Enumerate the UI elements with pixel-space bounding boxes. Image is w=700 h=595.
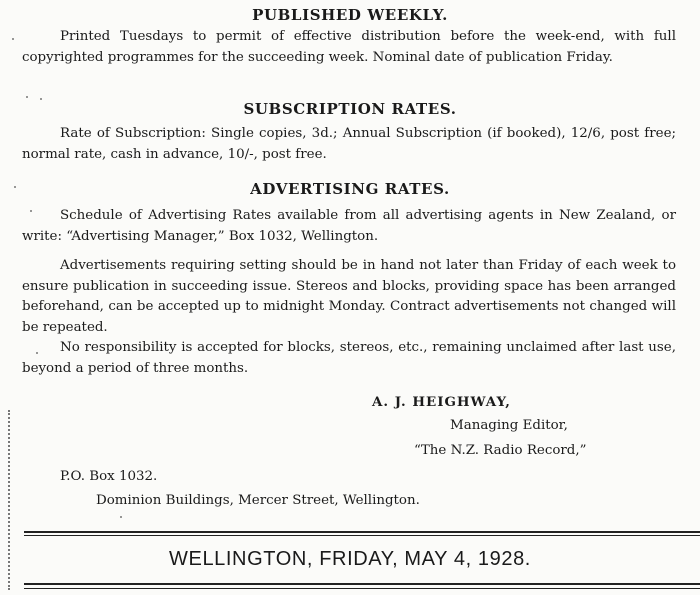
responsibility-notice-text: No responsibility is accepted for blocks, stereos, etc., remaining unclaimed after last use, beyond a period of three months. [22, 340, 676, 376]
advertising-rates-heading: ADVERTISING RATES. [250, 180, 450, 198]
scan-speck [26, 96, 28, 98]
subscription-rates-heading: SUBSCRIPTION RATES. [243, 100, 457, 118]
top-rule-thin [24, 535, 700, 536]
po-box: P.O. Box 1032. [60, 469, 158, 484]
dateline: WELLINGTON, FRIDAY, MAY 4, 1928. [169, 548, 531, 570]
scan-speck [120, 516, 122, 518]
publication-name: “The N.Z. Radio Record,” [414, 443, 587, 458]
scan-speck [30, 210, 32, 212]
published-weekly-text: Printed Tuesdays to permit of effective distribution before the week-end, with full copyrighted programmes for the succeeding week. Nominal date of publication Friday. [22, 29, 676, 65]
scan-speck [12, 38, 14, 40]
subscription-rates-text: Rate of Subscription: Single copies, 3d.; Annual Subscription (if booked), 12/6, post free; normal rate, cash in advance, 10/-, post free. [22, 126, 676, 162]
scan-speck [36, 352, 38, 354]
editor-title: Managing Editor, [450, 418, 568, 433]
scan-speck [14, 186, 16, 188]
published-weekly-heading: PUBLISHED WEEKLY. [252, 6, 448, 24]
editor-name: A. J. HEIGHWAY, [372, 394, 511, 410]
advertising-schedule-text: Schedule of Advertising Rates available from all advertising agents in New Zealand, or write: “Advertising Manager,” Box 1032, Wellington. [22, 208, 676, 244]
street-address: Dominion Buildings, Mercer Street, Wellington. [96, 493, 420, 508]
bottom-rule-thick [24, 583, 700, 585]
bottom-rule-thin [24, 588, 700, 589]
scan-speck [40, 98, 42, 100]
top-rule-thick [24, 531, 700, 533]
advertising-deadline-text: Advertisements requiring setting should be in hand not later than Friday of each week to ensure publication in succeeding issue. Stereos and blocks, providing space has been arranged beforehand, can be accepted up to midnight Monday. Contract advertisements not changed will be repeated. [22, 258, 676, 335]
scan-edge-marks [8, 410, 12, 590]
